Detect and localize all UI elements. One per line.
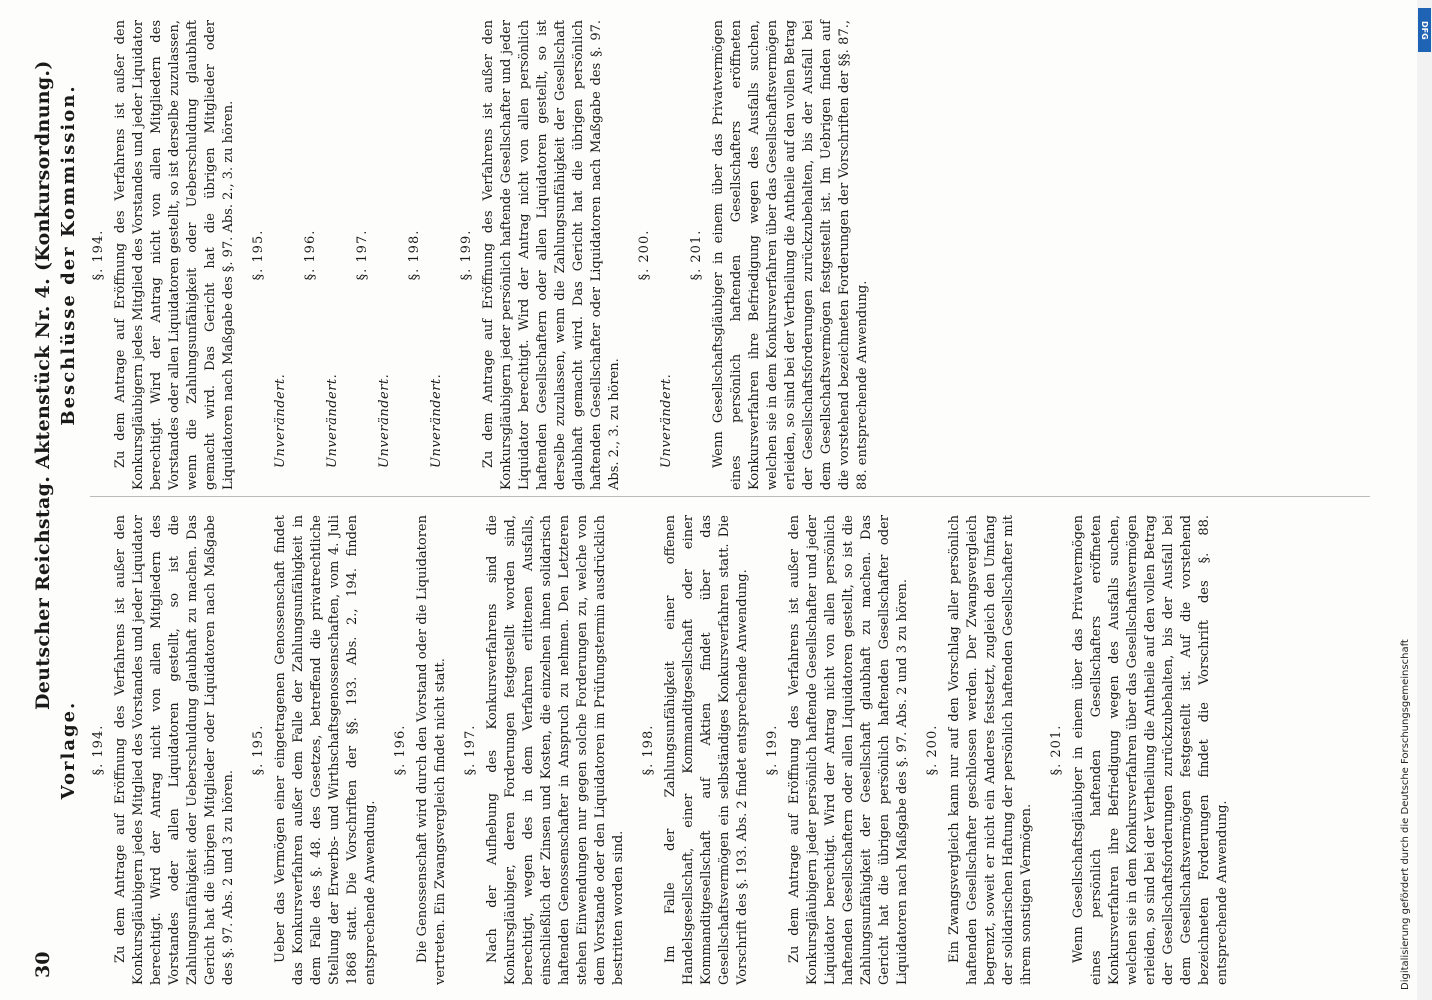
- section: [392, 515, 450, 985]
- paragraph-text: Unverändert.: [325, 373, 340, 468]
- paragraph-number: §. 195.: [251, 229, 266, 281]
- paragraph-number: §. 194.: [91, 724, 106, 776]
- scan-margin: [1417, 0, 1432, 1000]
- paragraph-text: Zu dem Antrage auf Eröffnung des Verfahrens ist außer den Konkursgläubigern jedes Mitglied des Vorstandes und jeder Liquidator berechtigt. Wird der Antrag nicht von allen Mitgliedern des Vorstandes oder allen Liquidatoren gestellt, so ist derselbe zuzulassen, wenn die Zahlungsunfähigkeit oder Ueberschuldung glaubhaft gemacht wird. Das Gericht hat die übrigen Mitglieder oder Liquidatoren nach Maßgabe des §. 97. Abs. 2., 3. zu hören.: [113, 20, 236, 490]
- section-list: [90, 515, 1232, 985]
- paragraph-text: Unverändert.: [659, 373, 674, 468]
- section: [250, 515, 380, 985]
- running-title: Deutscher Reichstag. Aktenstück Nr. 4. (Konkursordnung.): [32, 60, 54, 710]
- column-beschluesse: [56, 20, 876, 490]
- section: [640, 515, 752, 985]
- paragraph-text: Ein Zwangsvergleich kann nur auf den Vorschlag aller persönlich haftenden Gesellschafter geschlossen werden. Der Zwangsvergleich begrenzt, soweit er nicht ein Anderes festsetzt, zugleich den Umfang der solidarischen Haftung der persönlich haftenden Gesellschafter mit ihrem sonstigen Vermögen.: [947, 515, 1034, 985]
- paragraph-number: §. 200.: [925, 724, 940, 776]
- section: [250, 20, 290, 490]
- page-number: 30: [32, 951, 54, 978]
- column-heading: Vorlage.: [58, 700, 79, 800]
- paragraph-text: Unverändert.: [273, 373, 288, 468]
- paragraph-text: Zu dem Antrage auf Eröffnung des Verfahrens ist außer den Konkursgläubigern jedes Mitglied des Vorstandes und jeder Liquidator berechtigt. Wird der Antrag nicht von allen Mitgliedern des Vorstandes oder allen Liquidatoren gestellt, so ist die Zahlungsunfähigkeit oder Ueberschuldung glaubhaft zu machen. Das Gericht hat die übrigen Mitglieder oder Liquidatoren nach Maßgabe des §. 97. Abs. 2 und 3 zu hören.: [113, 515, 236, 985]
- paragraph-number: §. 198.: [641, 724, 656, 776]
- section: [688, 20, 872, 490]
- paragraph-number: §. 195.: [251, 724, 266, 776]
- paragraph-text: Im Falle der Zahlungsunfähigkeit einer offenen Handelsgesellschaft, einer Kommanditgesellschaft oder einer Kommanditgesellschaft auf Aktien findet über das Gesellschaftsvermögen ein selbständiges Konkursverfahren statt. Die Vorschrift des §. 193. Abs. 2 findet entsprechende Anwendung.: [663, 515, 750, 985]
- section: [406, 20, 446, 490]
- paragraph-text: Die Genossenschaft wird durch den Vorstand oder die Liquidatoren vertreten. Ein Zwangsvergleich findet nicht statt.: [415, 515, 448, 985]
- paragraph-text: Ueber das Vermögen einer eingetragenen Genossenschaft findet das Konkursverfahren außer dem Falle der Zahlungsunfähigkeit in dem Falle des §. 48. des Gesetzes, betreffend die privatrechtliche Stellung der Erwerbs- und Wirthschaftsgenossenschaften, vom 4. Juli 1868 statt. Die Vorschriften der §§. 193. Abs. 2., 194. finden entsprechende Anwendung.: [273, 515, 378, 985]
- section: [636, 20, 676, 490]
- paragraph-number: §. 201.: [689, 229, 704, 281]
- paragraph-text: Wenn Gesellschaftsgläubiger in einem über das Privatvermögen eines persönlich haftenden Gesellschafters eröffneten Konkursverfahren ihre Befriedigung wegen des Ausfalls suchen, welchen sie in dem Konkursverfahren über das Gesellschaftsvermögen erleiden, so sind bei der Vertheilung die Antheile auf den vollen Betrag der Gesellschaftsforderungen zurückzubehalten, bis der Ausfall bei dem Gesellschaftsvermögen festgestellt ist. Im Uebrigen finden auf die vorstehend bezeichneten Forderungen der Vorschriften der §§. 87., 88. entsprechende Anwendung.: [711, 20, 870, 490]
- paragraph-text: Zu dem Antrage auf Eröffnung des Verfahrens ist außer den Konkursgläubigern jeder persönlich haftende Gesellschafter und jeder Liquidator berechtigt. Wird der Antrag nicht von allen persönlich haftenden Gesellschaftern oder allen Liquidatoren gestellt, so ist derselbe zuzulassen, wenn die Zahlungsunfähigkeit der Gesellschaft glaubhaft gemacht wird. Das Gericht hat die übrigen persönlich haftenden Gesellschafter oder Liquidatoren nach Maßgabe des §. 97. Abs. 2., 3. zu hören.: [481, 20, 622, 490]
- paragraph-number: §. 198.: [407, 229, 422, 281]
- section: [764, 515, 912, 985]
- paragraph-number: §. 194.: [91, 229, 106, 281]
- column-divider: [90, 496, 1370, 497]
- section: [354, 20, 394, 490]
- paragraph-number: §. 199.: [765, 724, 780, 776]
- paragraph-number: §. 196.: [303, 229, 318, 281]
- section: [90, 20, 238, 490]
- paragraph-text: Zu dem Antrage auf Eröffnung des Verfahrens ist außer den Konkursgläubigern jeder persönlich haftende Gesellschafter und jeder Liquidator berechtigt. Wird der Antrag nicht von allen persönlich haftenden Gesellschaftern oder allen Liquidatoren gestellt, so ist die Zahlungsunfähigkeit der Gesellschaft glaubhaft zu machen. Das Gericht hat die übrigen persönlich haftenden Gesellschafter oder Liquidatoren nach Maßgabe des §. 97. Abs. 2 und 3 zu hören.: [787, 515, 910, 985]
- digitization-credit: Digitalisierung gefördert durch die Deutsche Forschungsgemeinschaft: [1400, 639, 1411, 990]
- paragraph-number: §. 197.: [463, 724, 478, 776]
- section: [302, 20, 342, 490]
- paragraph-text: Nach der Aufhebung des Konkursverfahrens sind die Konkursgläubiger, deren Forderungen festgestellt worden sind, berechtigt, wegen des in dem Verfahren erlittenen Ausfalls, einschließlich der Zinsen und Kosten, die einzelnen ihnen solidarisch haftenden Genossenschafter in Anspruch zu nehmen. Den Letzteren stehen Einwendungen nur gegen solche Forderungen zu, welche von dem Vorstande oder den Liquidatoren im Prüfungstermin ausdrücklich bestritten worden sind.: [485, 515, 626, 985]
- paragraph-number: §. 197.: [355, 229, 370, 281]
- column-heading: Beschlüsse der Kommission.: [58, 84, 79, 426]
- section: [458, 20, 624, 490]
- section: [924, 515, 1036, 985]
- paragraph-number: §. 196.: [393, 724, 408, 776]
- section: [1048, 515, 1232, 985]
- paragraph-text: Unverändert.: [429, 373, 444, 468]
- section: [90, 515, 238, 985]
- dfg-logo: DFG: [1418, 8, 1431, 52]
- section-list: [90, 20, 872, 490]
- paragraph-number: §. 199.: [459, 229, 474, 281]
- paragraph-text: Unverändert.: [377, 373, 392, 468]
- column-vorlage: [56, 515, 1236, 985]
- paragraph-text: Wenn Gesellschaftsgläubiger in einem über das Privatvermögen eines persönlich haftenden Gesellschafters eröffneten Konkursverfahren ihre Befriedigung wegen des Ausfalls suchen, welchen sie in dem Konkursverfahren über das Gesellschaftsvermögen erleiden, so sind bei der Vertheilung die Antheile auf den vollen Betrag der Gesellschaftsforderungen zurückzubehalten, bis der Ausfall bei dem Gesellschaftsvermögen festgestellt ist. Auf die vorstehend bezeichneten Forderungen findet die Vorschrift des §. 88. entsprechende Anwendung.: [1071, 515, 1230, 985]
- section: [462, 515, 628, 985]
- paragraph-number: §. 200.: [637, 229, 652, 281]
- paragraph-number: §. 201.: [1049, 724, 1064, 776]
